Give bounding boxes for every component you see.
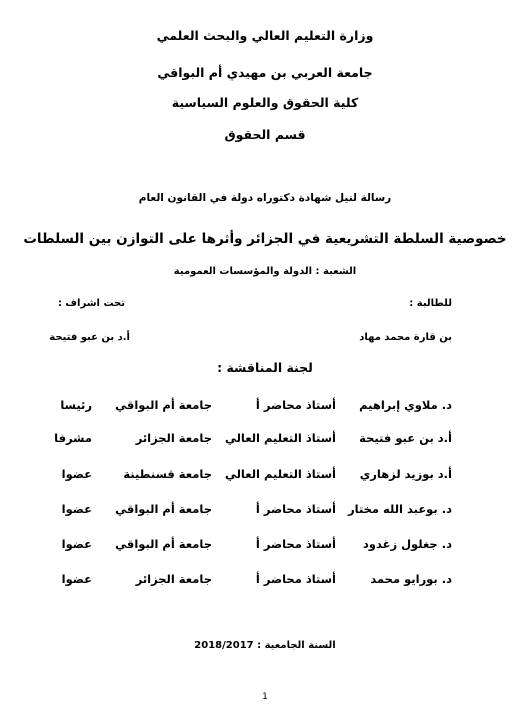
academic-year: السنة الجامعية : 2018/2017 [194, 640, 336, 651]
member-role: مشرفا [54, 431, 92, 445]
member-role: عضوا [61, 572, 92, 586]
member-rank: أستاذ محاضر أ [255, 398, 336, 412]
member-rank: أستاذ التعليم العالي [224, 431, 336, 445]
thesis-purpose: رسالة لنيل شهادة دكتوراه دولة في القانون العام [138, 192, 392, 204]
committee-row [0, 467, 530, 485]
member-university: جامعة أم البواقي [115, 537, 212, 551]
student-label: للطالبة : [409, 298, 452, 309]
member-role: عضوا [61, 537, 92, 551]
faculty-heading: كلية الحقوق والعلوم السياسية [171, 95, 359, 110]
member-rank: أستاذ التعليم العالي [224, 467, 336, 481]
department-heading: قسم الحقوق [224, 127, 306, 142]
committee-row [0, 572, 530, 590]
committee-row [0, 398, 530, 416]
student-name: بن قارة محمد مهاد [359, 332, 452, 343]
committee-row [0, 502, 530, 520]
member-name: أ.د بن عبو فتيحة [359, 431, 452, 445]
member-university: جامعة أم البواقي [115, 398, 212, 412]
thesis-title: خصوصية السلطة التشريعية في الجزائر وأثرها على التوازن بين السلطات [23, 231, 507, 247]
supervisor-label: تحت اشراف : [57, 298, 125, 309]
supervisor-name: أ.د بن عبو فتيحة [49, 332, 130, 343]
member-rank: أستاذ محاضر أ [255, 502, 336, 516]
member-rank: أستاذ محاضر أ [255, 572, 336, 586]
member-role: عضوا [61, 502, 92, 516]
committee-title: لجنة المناقشة : [217, 360, 313, 375]
committee-row [0, 537, 530, 555]
university-heading: جامعة العربي بن مهيدي أم البواقي [157, 65, 373, 80]
member-name: د. ملاوي إبراهيم [359, 398, 452, 412]
member-name: أ.د بوزيد لزهاري [359, 467, 452, 481]
committee-row [0, 431, 530, 449]
member-university: جامعة الجزائر [135, 431, 212, 445]
ministry-heading: وزارة التعليم العالي والبحث العلمي [156, 28, 374, 43]
thesis-branch: الشعبة : الدولة والمؤسسات العمومية [173, 266, 357, 277]
member-rank: أستاذ محاضر أ [255, 537, 336, 551]
member-name: د. جغلول زغدود [362, 537, 452, 551]
member-role: عضوا [61, 467, 92, 481]
page-number: 1 [262, 692, 268, 702]
member-name: د. بوعبد الله مختار [348, 502, 452, 516]
member-university: جامعة أم البواقي [115, 502, 212, 516]
member-university: جامعة قسنطينة [123, 467, 212, 481]
member-role: رئيسا [60, 398, 92, 412]
member-name: د. بورايو محمد [370, 572, 452, 586]
member-university: جامعة الجزائر [135, 572, 212, 586]
